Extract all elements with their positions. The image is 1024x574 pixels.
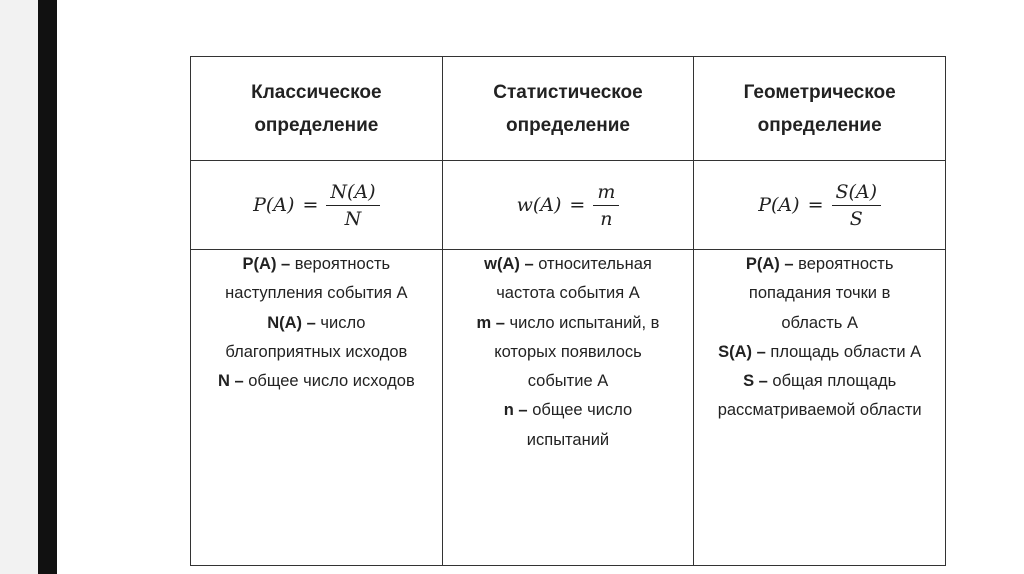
description-line bbox=[197, 250, 436, 279]
description-line bbox=[700, 250, 939, 279]
header-line: Классическое bbox=[251, 81, 382, 103]
fraction bbox=[593, 181, 619, 230]
formula-classical bbox=[253, 181, 379, 230]
term-text: число испытаний, в bbox=[504, 313, 660, 332]
description-line bbox=[197, 367, 436, 396]
header-row bbox=[191, 57, 946, 161]
term-text: событие А bbox=[527, 372, 609, 391]
left-border-bar bbox=[38, 0, 57, 574]
description-row bbox=[191, 250, 946, 566]
header-line: определение bbox=[254, 114, 379, 136]
term-text: частота события А bbox=[496, 284, 640, 303]
formula-lhs: w(A) bbox=[516, 194, 562, 216]
term-text: вероятность bbox=[793, 255, 894, 273]
term-text: площадь области А bbox=[765, 342, 922, 361]
header-line: определение bbox=[505, 114, 630, 136]
description-classical bbox=[191, 250, 443, 566]
term-text: область А bbox=[781, 313, 858, 332]
formula-geometric bbox=[758, 181, 881, 230]
term: N – bbox=[217, 372, 244, 391]
description-line bbox=[197, 338, 436, 367]
header-classical bbox=[191, 57, 443, 161]
fraction bbox=[832, 181, 882, 230]
header-geometric bbox=[694, 57, 946, 161]
term-text: испытаний bbox=[526, 430, 610, 449]
term-text: благоприятных исходов bbox=[225, 342, 408, 361]
description-line bbox=[449, 279, 688, 308]
description-line bbox=[700, 396, 939, 425]
term: S – bbox=[743, 372, 768, 391]
formula-row bbox=[191, 161, 946, 250]
fraction-denominator: n bbox=[600, 207, 613, 230]
header-statistical bbox=[442, 57, 694, 161]
term-text: общая площадь bbox=[767, 372, 897, 391]
term-text: попадания точки в bbox=[748, 284, 891, 303]
term: m – bbox=[476, 313, 505, 332]
description-line bbox=[449, 396, 688, 425]
description-line bbox=[197, 279, 436, 308]
term: n – bbox=[503, 401, 528, 420]
formula-equals: = bbox=[569, 194, 586, 216]
term-text: вероятность bbox=[290, 255, 391, 273]
formula-equals: = bbox=[302, 194, 319, 216]
description-statistical bbox=[442, 250, 694, 566]
probability-definitions-table bbox=[190, 56, 946, 566]
term: S(A) – bbox=[718, 342, 766, 361]
term-text: рассматриваемой области bbox=[717, 401, 922, 420]
description-line bbox=[700, 309, 939, 338]
fraction-denominator: N bbox=[344, 207, 362, 230]
description-line bbox=[700, 367, 939, 396]
term-text: общее число исходов bbox=[243, 372, 415, 391]
term: P(A) – bbox=[242, 255, 291, 273]
description-line bbox=[700, 338, 939, 367]
fraction-numerator: S(A) bbox=[832, 181, 882, 206]
formula-cell-statistical bbox=[442, 161, 694, 250]
description-line bbox=[449, 338, 688, 367]
term-text: относительная bbox=[533, 255, 652, 273]
term: P(A) – bbox=[745, 255, 794, 273]
fraction bbox=[326, 181, 379, 230]
formula-cell-geometric bbox=[694, 161, 946, 250]
header-line: Статистическое bbox=[493, 81, 643, 103]
description-line bbox=[700, 279, 939, 308]
formula-statistical bbox=[517, 181, 620, 230]
description-line bbox=[449, 309, 688, 338]
term-text: общее число bbox=[527, 401, 633, 420]
term-text: которых появилось bbox=[494, 342, 642, 361]
description-line bbox=[449, 367, 688, 396]
formula-cell-classical bbox=[191, 161, 443, 250]
formula-lhs: P(A) bbox=[253, 194, 295, 216]
formula-lhs: P(A) bbox=[758, 194, 800, 216]
fraction-numerator: m bbox=[593, 181, 619, 206]
fraction-numerator: N(A) bbox=[326, 181, 379, 206]
header-line: Геометрическое bbox=[743, 81, 896, 103]
term: N(A) – bbox=[267, 313, 316, 332]
description-line bbox=[197, 309, 436, 338]
term-text: наступления события А bbox=[225, 284, 408, 303]
header-line: определение bbox=[757, 114, 882, 136]
fraction-denominator: S bbox=[849, 207, 863, 230]
formula-equals: = bbox=[807, 194, 824, 216]
description-line bbox=[449, 426, 688, 455]
term: w(A) – bbox=[484, 255, 534, 273]
description-line bbox=[449, 250, 688, 279]
term-text: число bbox=[315, 313, 366, 332]
description-geometric bbox=[694, 250, 946, 566]
